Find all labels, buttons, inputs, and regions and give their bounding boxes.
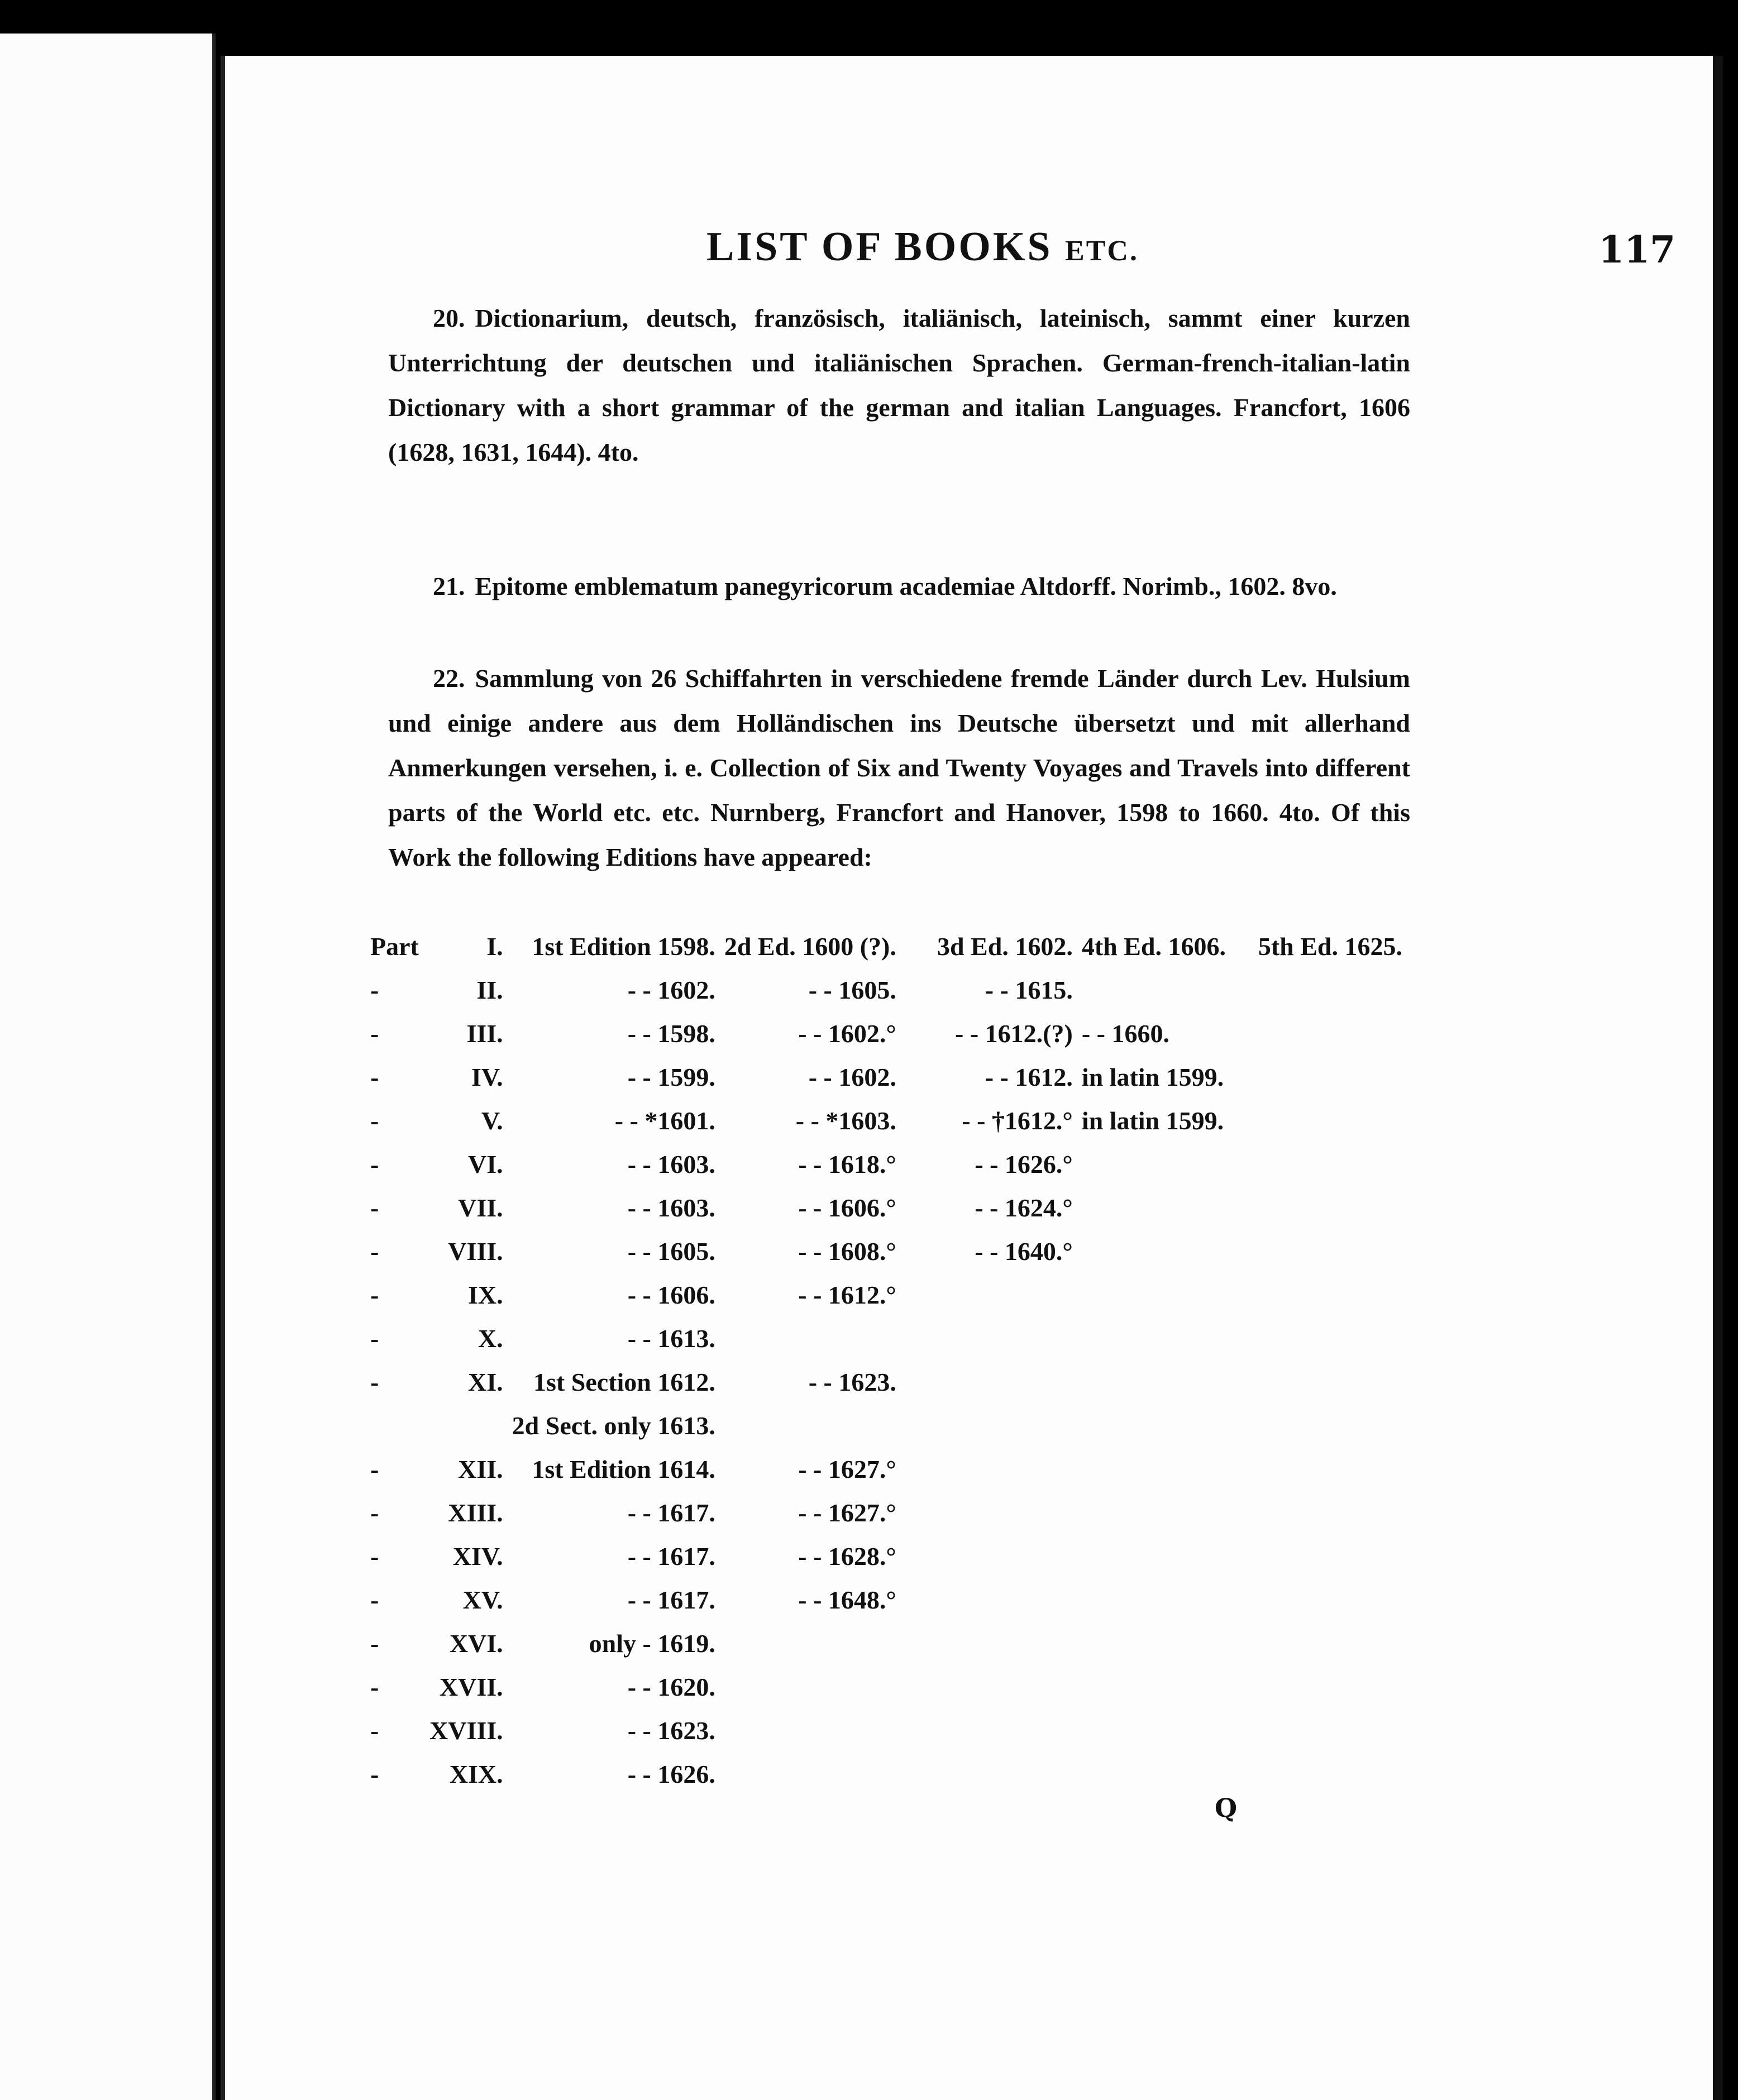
edition-4 — [1077, 1273, 1254, 1316]
edition-2: - - *1603. — [795, 1106, 896, 1135]
edition-1: 1st Edition 1598. — [532, 932, 715, 961]
edition-row — [366, 1621, 1407, 1665]
signature-mark: Q — [1215, 1793, 1238, 1823]
part-number: XVII. — [439, 1672, 503, 1701]
part-label: - — [370, 1324, 379, 1353]
part-label: Part — [370, 932, 419, 961]
edition-2: - - 1606.° — [798, 1193, 896, 1222]
edition-2: 2d Ed. 1600 (?). — [724, 932, 896, 961]
edition-3: - - 1626.° — [975, 1149, 1073, 1178]
edition-1: - - 1598. — [627, 1019, 715, 1048]
edition-1: - - 1603. — [627, 1193, 715, 1222]
edition-3: - - 1624.° — [975, 1193, 1073, 1222]
edition-1: - - 1602. — [627, 975, 715, 1004]
part-label: - — [370, 1106, 379, 1135]
edition-1: - - 1599. — [627, 1062, 715, 1091]
edition-5 — [1254, 1142, 1407, 1186]
edition-4 — [1077, 1404, 1254, 1447]
edition-1: - - 1605. — [627, 1237, 715, 1266]
edition-1: 2d Sect. only 1613. — [512, 1411, 715, 1440]
edition-3 — [901, 1534, 1077, 1578]
part-label: - — [370, 1149, 379, 1178]
part-number: XVIII. — [429, 1716, 503, 1745]
editions-table — [366, 924, 1407, 1796]
edition-2: - - 1605. — [808, 975, 896, 1004]
edition-4: in latin 1599. — [1081, 1062, 1224, 1091]
edition-2 — [720, 1665, 901, 1708]
edition-5 — [1254, 1621, 1407, 1665]
edition-3: 3d Ed. 1602. — [937, 932, 1073, 961]
edition-5 — [1254, 968, 1407, 1011]
edition-1: 1st Section 1612. — [533, 1367, 715, 1396]
edition-4: - - 1660. — [1081, 1019, 1169, 1048]
edition-3 — [901, 1708, 1077, 1752]
entry-text: Dictionarium, deutsch, französisch, italiänisch, lateinisch, sammt einer kurzen Unterrichtung der deutschen und italiänischen Sprachen. German-french-italian-latin Dictionary with a short grammar of the german and italian Languages. Francfort, 1606 (1628, 1631, 1644). 4to. — [388, 304, 1410, 466]
edition-5 — [1254, 1229, 1407, 1273]
entry-text: Epitome emblematum panegyricorum academiae Altdorff. Norimb., 1602. 8vo. — [475, 572, 1337, 600]
edition-4 — [1077, 1142, 1254, 1186]
edition-row — [366, 1491, 1407, 1534]
part-number: VI. — [468, 1149, 503, 1178]
entry-number: 20. — [433, 304, 465, 332]
part-number: I. — [486, 932, 503, 961]
edition-row — [366, 968, 1407, 1011]
edition-row — [366, 1142, 1407, 1186]
part-number: VIII. — [448, 1237, 503, 1266]
edition-4 — [1077, 1534, 1254, 1578]
edition-1: - - 1620. — [627, 1672, 715, 1701]
edition-1: - - 1626. — [627, 1759, 715, 1788]
part-number: IX. — [468, 1280, 503, 1309]
bibliography-entry — [388, 656, 1410, 880]
part-label: - — [370, 1237, 379, 1266]
part-number: III. — [466, 1019, 503, 1048]
edition-row — [366, 1578, 1407, 1621]
edition-5 — [1254, 1447, 1407, 1491]
edition-4 — [1077, 1752, 1254, 1796]
edition-5 — [1254, 1316, 1407, 1360]
edition-1: 1st Edition 1614. — [532, 1454, 715, 1483]
edition-2: - - 1627.° — [798, 1498, 896, 1527]
running-title — [706, 223, 1139, 271]
edition-2: - - 1618.° — [798, 1149, 896, 1178]
edition-1: - - 1617. — [627, 1585, 715, 1614]
part-label: - — [370, 1716, 379, 1745]
edition-2 — [720, 1752, 901, 1796]
edition-2: - - 1623. — [808, 1367, 896, 1396]
part-label: - — [370, 1193, 379, 1222]
edition-4 — [1077, 1229, 1254, 1273]
part-number: II. — [476, 975, 503, 1004]
edition-5 — [1254, 1360, 1407, 1404]
part-label: - — [370, 1498, 379, 1527]
edition-2 — [720, 1708, 901, 1752]
edition-1: - - 1613. — [627, 1324, 715, 1353]
part-number: XV. — [462, 1585, 503, 1614]
edition-row — [366, 1534, 1407, 1578]
edition-5 — [1254, 1011, 1407, 1055]
facing-page — [0, 34, 216, 2100]
edition-row — [366, 1099, 1407, 1142]
edition-1: - - 1623. — [627, 1716, 715, 1745]
edition-5 — [1254, 1708, 1407, 1752]
part-label: - — [370, 1541, 379, 1571]
edition-row — [366, 1055, 1407, 1099]
part-number: XVI. — [449, 1629, 503, 1658]
edition-4 — [1077, 1578, 1254, 1621]
edition-3 — [901, 1578, 1077, 1621]
part-number: IV. — [471, 1062, 503, 1091]
edition-row — [366, 1273, 1407, 1316]
part-label: - — [370, 1454, 379, 1483]
edition-3: - - 1615. — [985, 975, 1073, 1004]
part-number — [425, 1404, 508, 1447]
part-number: XIX. — [449, 1759, 503, 1788]
edition-5 — [1254, 1055, 1407, 1099]
edition-1: - - *1601. — [614, 1106, 715, 1135]
edition-row — [366, 1447, 1407, 1491]
edition-3 — [901, 1447, 1077, 1491]
edition-5 — [1254, 1578, 1407, 1621]
edition-row — [366, 1011, 1407, 1055]
running-title-text: LIST OF BOOKS — [706, 224, 1053, 270]
edition-1: - - 1617. — [627, 1498, 715, 1527]
part-label: - — [370, 1019, 379, 1048]
part-number: V. — [481, 1106, 503, 1135]
edition-3 — [901, 1491, 1077, 1534]
part-label: - — [370, 1629, 379, 1658]
part-label: - — [370, 1759, 379, 1788]
part-label: - — [370, 1280, 379, 1309]
edition-2: - - 1608.° — [798, 1237, 896, 1266]
edition-2: - - 1628.° — [798, 1541, 896, 1571]
page-number: 117 — [1598, 228, 1675, 271]
edition-row — [366, 1404, 1407, 1447]
part-label: - — [370, 975, 379, 1004]
page-header — [221, 223, 1717, 290]
part-label: - — [370, 1062, 379, 1091]
edition-4: in latin 1599. — [1081, 1106, 1224, 1135]
part-number: XII. — [458, 1454, 503, 1483]
part-number: XIII. — [448, 1498, 503, 1527]
part-number: VII. — [458, 1193, 503, 1222]
edition-row — [366, 1752, 1407, 1796]
edition-5 — [1254, 1665, 1407, 1708]
edition-3 — [901, 1621, 1077, 1665]
edition-5 — [1254, 1273, 1407, 1316]
edition-2 — [720, 1404, 901, 1447]
edition-3 — [901, 1404, 1077, 1447]
bibliography-entry — [388, 296, 1410, 475]
edition-2: - - 1627.° — [798, 1454, 896, 1483]
edition-4 — [1077, 1665, 1254, 1708]
entry-number: 21. — [433, 572, 465, 600]
edition-3 — [901, 1665, 1077, 1708]
edition-row — [366, 1360, 1407, 1404]
part-label: - — [370, 1585, 379, 1614]
part-label — [366, 1404, 425, 1447]
part-label: - — [370, 1367, 379, 1396]
part-number: XIV. — [452, 1541, 503, 1571]
edition-2 — [720, 1621, 901, 1665]
edition-4 — [1077, 1316, 1254, 1360]
book-page — [221, 56, 1717, 2100]
edition-3 — [901, 1273, 1077, 1316]
edition-4 — [1077, 968, 1254, 1011]
edition-1: - - 1603. — [627, 1149, 715, 1178]
edition-1: only - 1619. — [589, 1629, 715, 1658]
edition-3: - - †1612.° — [962, 1106, 1073, 1135]
edition-4 — [1077, 1708, 1254, 1752]
edition-3 — [901, 1752, 1077, 1796]
part-label: - — [370, 1672, 379, 1701]
edition-3: - - 1612. — [985, 1062, 1073, 1091]
edition-2: - - 1602.° — [798, 1019, 896, 1048]
edition-row — [366, 1708, 1407, 1752]
edition-2 — [720, 1316, 901, 1360]
edition-3: - - 1612.(?) — [955, 1019, 1073, 1048]
edition-5 — [1254, 1752, 1407, 1796]
edition-5: 5th Ed. 1625. — [1258, 932, 1402, 961]
edition-4 — [1077, 1447, 1254, 1491]
edition-3 — [901, 1360, 1077, 1404]
edition-4 — [1077, 1186, 1254, 1229]
edition-1: - - 1617. — [627, 1541, 715, 1571]
edition-4: 4th Ed. 1606. — [1081, 932, 1226, 961]
part-number: XI. — [468, 1367, 503, 1396]
edition-5 — [1254, 1186, 1407, 1229]
edition-5 — [1254, 1099, 1407, 1142]
edition-5 — [1254, 1404, 1407, 1447]
edition-row — [366, 1229, 1407, 1273]
edition-row — [366, 924, 1407, 968]
edition-4 — [1077, 1491, 1254, 1534]
edition-2: - - 1648.° — [798, 1585, 896, 1614]
edition-2: - - 1612.° — [798, 1280, 896, 1309]
entry-text: Sammlung von 26 Schiffahrten in verschiedene fremde Länder durch Lev. Hulsium und einige andere aus dem Holländischen ins Deutsche übersetzt und mit allerhand Anmerkungen versehen, i. e. Collection of Six and Twenty Voyages and Travels into different parts of the World etc. etc. Nurnberg, Francfort and Hanover, 1598 to 1660. 4to. Of this Work the following Editions have appeared: — [388, 664, 1410, 871]
part-number: X. — [478, 1324, 503, 1353]
edition-row — [366, 1665, 1407, 1708]
entry-number: 22. — [433, 664, 465, 693]
edition-3 — [901, 1316, 1077, 1360]
edition-3: - - 1640.° — [975, 1237, 1073, 1266]
running-title-suffix: ETC. — [1065, 235, 1139, 267]
bibliography-entry — [388, 564, 1410, 609]
edition-2: - - 1602. — [808, 1062, 896, 1091]
edition-row — [366, 1316, 1407, 1360]
edition-row — [366, 1186, 1407, 1229]
edition-1: - - 1606. — [627, 1280, 715, 1309]
edition-5 — [1254, 1534, 1407, 1578]
edition-5 — [1254, 1491, 1407, 1534]
edition-4 — [1077, 1360, 1254, 1404]
edition-4 — [1077, 1621, 1254, 1665]
